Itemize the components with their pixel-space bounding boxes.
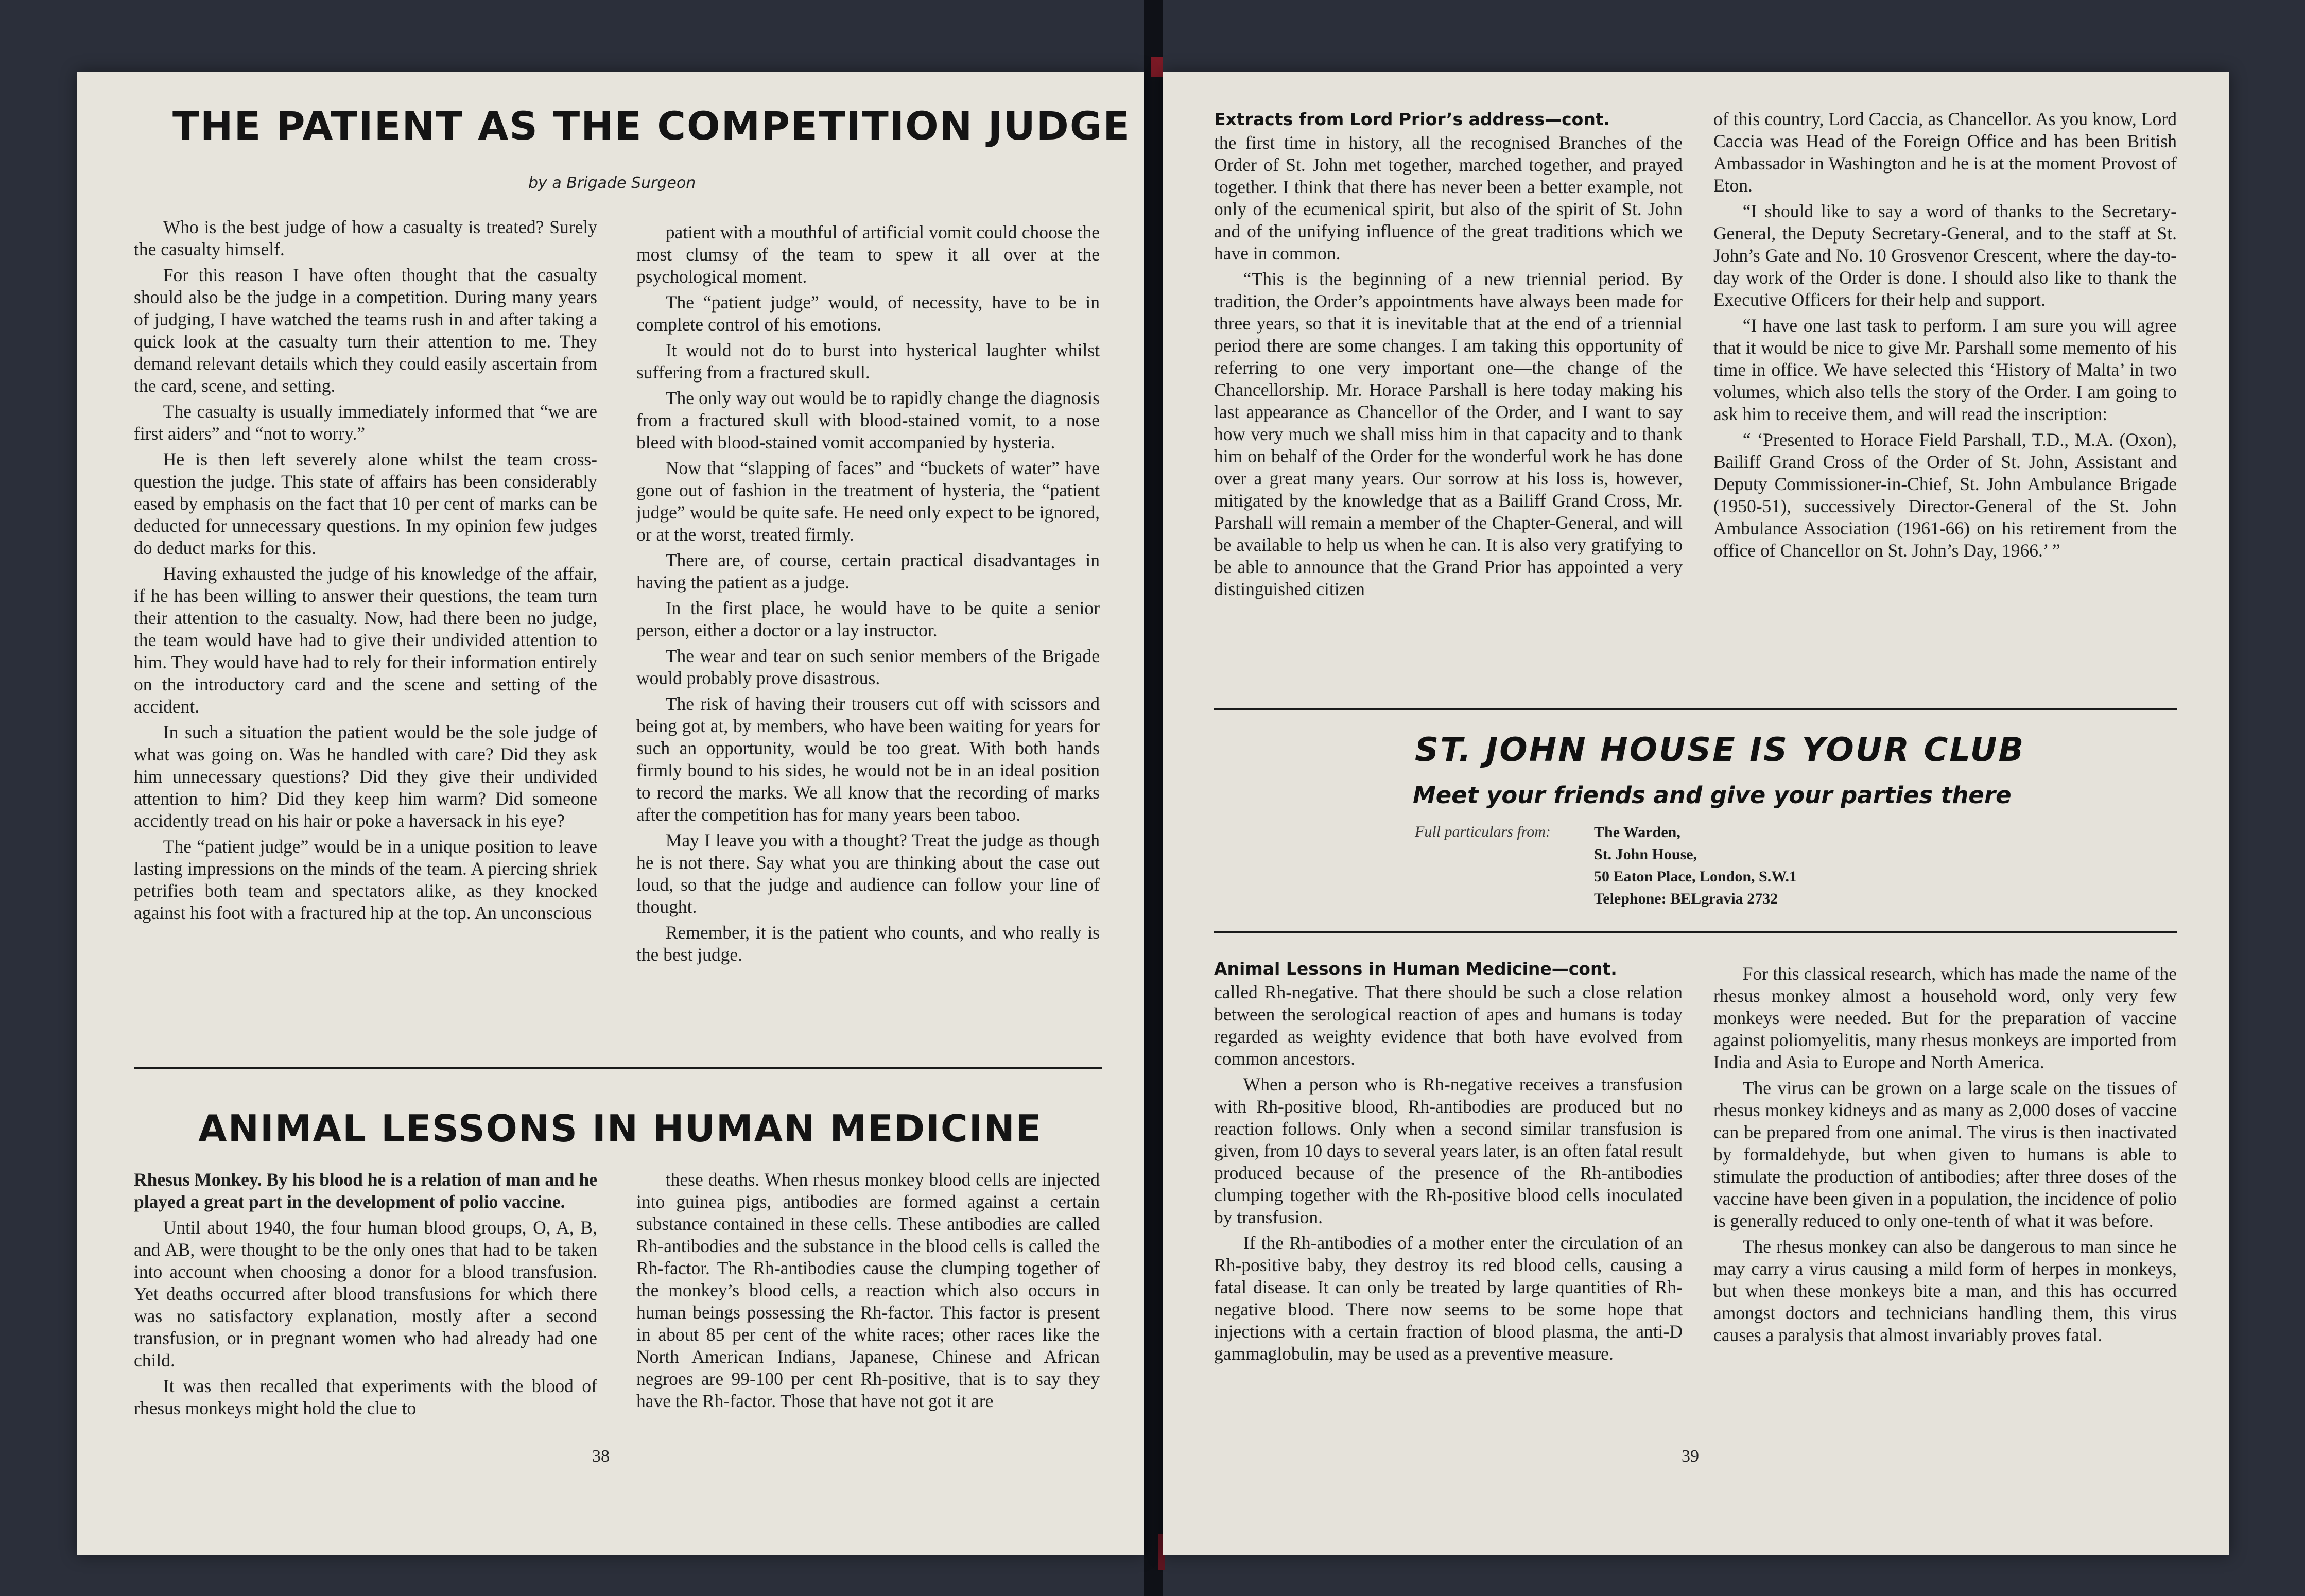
article-column-2 <box>1713 108 2177 565</box>
article-paragraph: In such a situation the patient would be the sole judge of what was going on. Was he handled with care? Did they ask him unnecessary questions? Did they give their undivided attention to him? Did they keep him warm? Did someone accidently tread on his hair or poke a haversack in his eye? <box>134 722 597 831</box>
article-paragraph: The “patient judge” would be in a unique position to leave lasting impressions on the minds of the team. A piercing shriek petrifies both team and spectators alike, as they knocked against his foot with a fractured hip at the top. An unconscious <box>134 836 597 923</box>
article-paragraph: of this country, Lord Caccia, as Chancellor. As you know, Lord Caccia was Head of the Foreign Office and has been British Ambassador in Washington and he is at the moment Provost of Eton. <box>1713 109 2177 196</box>
article-byline: by a Brigade Surgeon <box>528 174 696 192</box>
article-column-4 <box>636 1169 1100 1416</box>
article-paragraph: these deaths. When rhesus monkey blood cells are injected into guinea pigs, antibodies are formed against a certain substance contained in these cells. These antibodies are called Rh-antibodies and the substance in the blood cells is called the Rh-factor. The Rh-antibodies cause the clumping together of the monkey’s blood cells, a reaction which also occurs in human beings possessing the Rh-factor. This factor is present in about 85 per cent of the white races; other races like the North American Indians, Japanese, Chinese and African negroes are 99-100 per cent Rh-positive, that is to say they have the Rh-factor. Those that have not got it are <box>636 1169 1100 1411</box>
ad-title: ST. JOHN HOUSE IS YOUR CLUB <box>1415 731 2025 769</box>
article-column-4 <box>1713 963 2177 1350</box>
article-paragraph: The rhesus monkey can also be dangerous to man since he may carry a virus causing a mild form of herpes in monkeys, but when these monkeys bite a man, and this has occurred amongst doctors and technicians handling them, this virus causes a paralysis that almost invariably proves fatal. <box>1713 1236 2177 1345</box>
article-lead: Rhesus Monkey. By his blood he is a relation of man and he played a great part in the development of polio vaccine. <box>134 1169 597 1212</box>
article-paragraph: “I have one last task to perform. I am sure you will agree that it would be nice to give Mr. Parshall some memento of his time in office. We have selected this ‘History of Malta’ in two volumes, which also tells the story of the Order. I am going to ask him to receive them, and will read the inscription: <box>1713 315 2177 424</box>
ad-address-line: The Warden, <box>1594 824 1680 841</box>
article-paragraph: Until about 1940, the four human blood groups, O, A, B, and AB, were thought to be the only ones that had to be taken into account when choosing a donor for a blood transfusion. Yet deaths occurred after blood transfusions for which there was no satisfactory explanation, mostly after a second transfusion, or in pregnant women who had already had one child. <box>134 1217 597 1371</box>
article-paragraph: The risk of having their trousers cut off with scissors and being got at, by members, who have been waiting for years for such an opportunity, would be too great. With both hands firmly bound to his sides, he would not be in an ideal position to record the marks. We all know that the recording of marks after the competition has for many years been taboo. <box>636 693 1100 825</box>
article-paragraph: There are, of course, certain practical disadvantages in having the patient as a judge. <box>636 550 1100 593</box>
article-column-3 <box>134 1169 597 1423</box>
article-headline-2: ANIMAL LESSONS IN HUMAN MEDICINE <box>198 1107 1042 1150</box>
article-paragraph: It was then recalled that experiments with the blood of rhesus monkeys might hold the clue to <box>134 1376 597 1418</box>
page-number: 39 <box>1682 1447 1699 1466</box>
article-paragraph: Who is the best judge of how a casualty is treated? Surely the casualty himself. <box>134 217 597 259</box>
article-paragraph: “ ‘Presented to Horace Field Parshall, T.D., M.A. (Oxon), Bailiff Grand Cross of the Order of St. John, Assistant and Deputy Commissioner-in-Chief, St. John Ambulance Brigade (1950-51), successively Director-General of the St. John Ambulance Association (1961-66) on his retirement from the office of Chancellor on St. John’s Day, 1966.’ ” <box>1713 429 2177 561</box>
article-paragraph: It would not do to burst into hysterical laughter whilst suffering from a fractured skull. <box>636 340 1100 383</box>
article-column-3 <box>1214 958 1683 1368</box>
article-column-3-body <box>1214 981 1683 1365</box>
ad-label: Full particulars from: <box>1415 823 1551 840</box>
ad-address-line: St. John House, <box>1594 846 1697 863</box>
article-paragraph: The casualty is usually immediately informed that “we are first aiders” and “not to worry.” <box>134 401 597 444</box>
section-subhead-2: Animal Lessons in Human Medicine—cont. <box>1214 959 1617 979</box>
article-paragraph: For this classical research, which has made the name of the rhesus monkey almost a household word, only very few monkeys were needed. But for the preparation of vaccine against poliomyelitis, many rhesus monkeys are imported from India and Asia to Europe and North America. <box>1713 963 2177 1072</box>
article-paragraph: He is then left severely alone whilst the team cross-question the judge. This state of affairs has been considerably eased by emphasis on the fact that 10 per cent of marks can be deducted for unnecessary questions. In my opinion few judges do deduct marks for this. <box>134 449 597 558</box>
article-paragraph: “I should like to say a word of thanks to the Secretary-General, the Deputy Secretary-General, and to the staff at St. John’s Gate and No. 10 Grosvenor Crescent, where the day-to-day work of the Order is done. I should also like to thank the Executive Officers for their help and support. <box>1713 201 2177 310</box>
article-paragraph: If the Rh-antibodies of a mother enter the circulation of an Rh-positive baby, they destroy its red blood cells, causing a fatal disease. It can only be treated by large quantities of Rh-negative blood. There now seems to be some hope that injections with a certain fraction of blood plasma, the anti-D gammaglobulin, may be used as a preventive measure. <box>1214 1233 1683 1364</box>
right-page <box>1163 72 2229 1555</box>
article-paragraph: The wear and tear on such senior members of the Brigade would probably prove disastrous. <box>636 646 1100 688</box>
article-paragraph: The “patient judge” would, of necessity, have to be in complete control of his emotions. <box>636 292 1100 335</box>
article-paragraph: Having exhausted the judge of his knowledge of the affair, if he has been willing to answer their questions, the team turn their attention to the casualty. Now, had there been no judge, the team would have had to give their undivided attention to him. They would have had to rely for their information entirely on the introductory card and the scene and setting of the accident. <box>134 563 597 717</box>
article-paragraph: “This is the beginning of a new triennial period. By tradition, the Order’s appointments have always been made for three years, so that it is inevitable that at the end of a triennial period there are some changes. I am taking this opportunity of referring to one very important one—the change of the Chancellorship. Mr. Horace Parshall is here today making his last appearance as Chancellor of the Order, and I want to say how very much we shall miss him in that capacity and to thank him on behalf of the Order for the wonderful work he has done over a great many years. Our sorrow at his loss is, however, mitigated by the knowledge that as a Bailiff Grand Cross, Mr. Parshall will remain a member of the Chapter-General, and will be available to help us when he can. It is also very gratifying to be able to announce that the Grand Prior has appointed a very distinguished citizen <box>1214 269 1683 599</box>
spine-ribbon <box>1151 57 1163 77</box>
ad-top-rule <box>1214 708 2177 710</box>
article-paragraph: When a person who is Rh-negative receives a transfusion with Rh-positive blood, Rh-antibodies are produced but no reaction follows. Only when a second similar transfusion is given, from 10 days to several years later, is an often fatal result produced because of the presence of the Rh-antibodies clumping together with the Rh-positive blood cells inoculated by transfusion. <box>1214 1074 1683 1227</box>
book-spine <box>1144 0 1163 1596</box>
ad-address-line: Telephone: BELgravia 2732 <box>1594 890 1778 907</box>
article-paragraph: Now that “slapping of faces” and “buckets of water” have gone out of fashion in the treatment of hysteria, the “patient judge” would be quite safe. He need only expect to be ignored, or at the worst, treated firmly. <box>636 458 1100 545</box>
section-divider <box>134 1067 1102 1069</box>
ad-subtitle: Meet your friends and give your parties there <box>1413 782 2012 809</box>
article-paragraph: Remember, it is the patient who counts, and who really is the best judge. <box>636 922 1100 965</box>
article-paragraph: In the first place, he would have to be quite a senior person, either a doctor or a lay instructor. <box>636 598 1100 640</box>
left-page <box>77 72 1144 1555</box>
article-column-1 <box>134 216 597 928</box>
section-subhead: Extracts from Lord Prior’s address—cont. <box>1214 109 1610 129</box>
article-paragraph: For this reason I have often thought that the casualty should also be the judge in a competition. During many years of judging, I have watched the teams rush in and after taking a quick look at the casualty turn their attention to me. They demand relevant details which they could easily ascertain from the card, scene, and setting. <box>134 265 597 396</box>
article-column-1 <box>1214 108 1683 604</box>
ad-bottom-rule <box>1214 931 2177 933</box>
article-paragraph: called Rh-negative. That there should be such a close relation between the serological reaction of apes and humans is today regarded as weighty evidence that both have evolved from common ancestors. <box>1214 982 1683 1069</box>
article-paragraph: the first time in history, all the recognised Branches of the Order of St. John met together, marched together, and prayed together. I think that there has never been a better example, not only of the ecumenical spirit, but also of the spirit of St. John and of the unifying influence of the great traditions which we have in common. <box>1214 132 1683 264</box>
article-paragraph: patient with a mouthful of artificial vomit could choose the most clumsy of the team to spew it all over at the psychological moment. <box>636 222 1100 287</box>
article-column-1-body <box>1214 132 1683 600</box>
article-paragraph: The only way out would be to rapidly change the diagnosis from a fractured skull with blood-stained vomit, to a nose bleed with blood-stained vomit accompanied by hysteria. <box>636 388 1100 453</box>
article-paragraph: May I leave you with a thought? Treat the judge as though he is not there. Say what you are thinking about the case out loud, so that the judge and audience can follow your line of thought. <box>636 830 1100 917</box>
article-column-2 <box>636 221 1100 969</box>
article-paragraph: The virus can be grown on a large scale on the tissues of rhesus monkey kidneys and as many as 2,000 doses of vaccine can be prepared from one animal. The virus is then inactivated by formaldehyde, but when given to humans is able to stimulate the production of antibodies; after three doses of the vaccine have been given in a population, the incidence of polio is generally reduced to only one-tenth of what it was before. <box>1713 1078 2177 1231</box>
article-column-3-body <box>134 1217 597 1419</box>
article-headline: THE PATIENT AS THE COMPETITION JUDGE <box>172 103 1131 149</box>
page-number: 38 <box>592 1447 610 1466</box>
ad-address-line: 50 Eaton Place, London, S.W.1 <box>1594 868 1797 885</box>
ad-address <box>1594 821 1797 910</box>
